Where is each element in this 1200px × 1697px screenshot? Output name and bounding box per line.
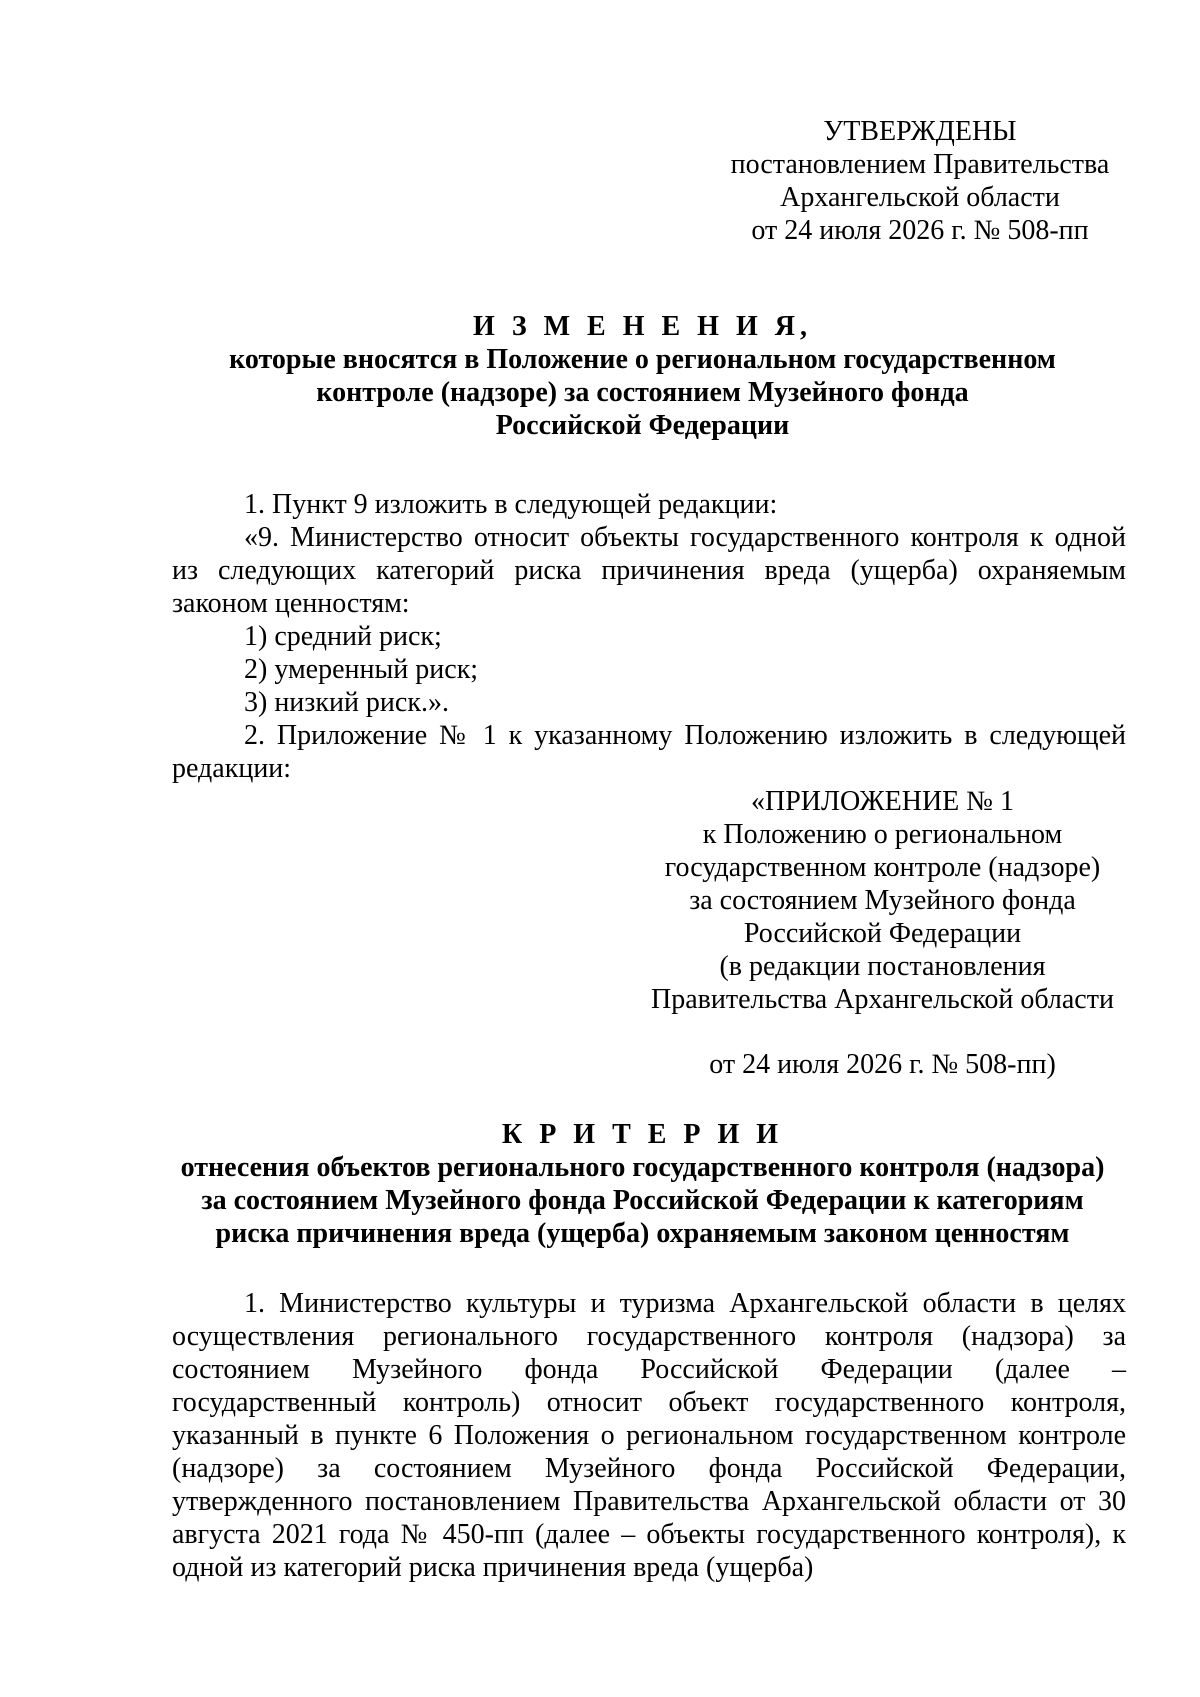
criteria-subtitle-line: отнесения объектов регионального государственного контроля (надзора) <box>180 1152 1105 1183</box>
approval-line: постановлением Правительства <box>730 149 1110 180</box>
paragraph: «9. Министерство относит объекты государственного контроля к одной из следующих категорий риска причинения вреда (ущерба) охраняемым законом ценностям: <box>172 522 1126 619</box>
list-item: 2) умеренный риск; <box>244 654 479 685</box>
appendix-line: Правительства Архангельской области <box>651 984 1114 1015</box>
spacer <box>640 1016 1125 1048</box>
appendix-line: государственном контроле (надзоре) <box>664 852 1101 883</box>
appendix-line: Российской Федерации <box>743 918 1022 949</box>
criteria-heading: К Р И Т Е Р И И <box>501 1119 784 1150</box>
changes-subtitle-line: которые вносятся в Положение о региональном государственном <box>229 344 1056 375</box>
paragraph: 2. Приложение № 1 к указанному Положению изложить в следующей редакции: <box>172 720 1126 784</box>
criteria-subtitle-line: риска причинения вреда (ущерба) охраняемым законом ценностям <box>215 1218 1070 1249</box>
changes-title <box>160 310 1125 442</box>
appendix-date: от 24 июля 2026 г. № 508-пп) <box>709 1049 1056 1080</box>
approval-line: Архангельской области <box>780 182 1060 213</box>
appendix-header <box>640 785 1125 1081</box>
appendix-line: за состоянием Музейного фонда <box>689 885 1076 916</box>
list-item: 1) средний риск; <box>244 621 442 652</box>
appendix-title: «ПРИЛОЖЕНИЕ № 1 <box>751 786 1014 817</box>
approval-title: УТВЕРЖДЕНЫ <box>823 116 1017 147</box>
paragraph: 1. Министерство культуры и туризма Архангельской области в целях осуществления регионального государственного контроля (надзора) за состоянием Музейного фонда Российской Федерации (далее – государственный контроль) относит объект государственного контроля, указанный в пункте 6 Положения о региональном государственном контроле (надзоре) за состоянием Музейного фонда Российской Федерации, утвержденного постановлением Правительства Архангельской области от 30 августа 2021 года № 450-пп (далее – объекты государственного контроля), к одной из категорий риска причинения вреда (ущерба) <box>172 1288 1126 1583</box>
criteria-title <box>160 1118 1125 1250</box>
criteria-subtitle-line: за состоянием Музейного фонда Российской Федерации к категориям <box>201 1185 1084 1216</box>
list-item: 3) низкий риск.». <box>244 687 449 718</box>
paragraph: 1. Пункт 9 изложить в следующей редакции: <box>244 489 778 520</box>
changes-subtitle-line: Российской Федерации <box>495 410 790 441</box>
appendix-line: (в редакции постановления <box>719 951 1046 982</box>
approval-date: от 24 июля 2026 г. № 508-пп <box>751 215 1089 246</box>
appendix-line: к Положению о региональном <box>702 819 1063 850</box>
approval-stamp <box>700 115 1140 247</box>
criteria-body <box>172 1287 1126 1584</box>
changes-subtitle-line: контроле (надзоре) за состоянием Музейного фонда <box>316 377 969 408</box>
changes-body <box>172 488 1126 785</box>
changes-heading: И З М Е Н Е Н И Я, <box>473 311 812 342</box>
